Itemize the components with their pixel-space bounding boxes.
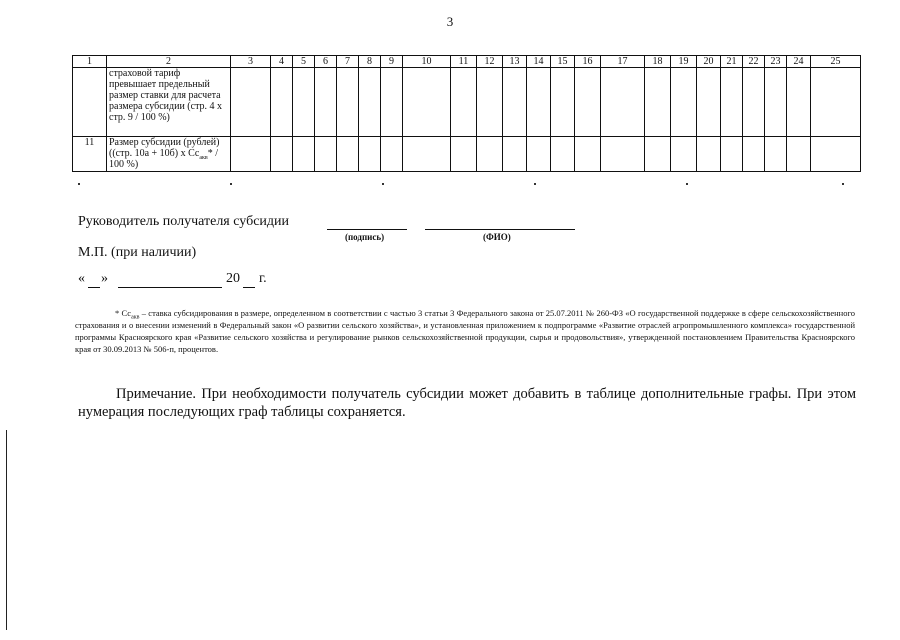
table-cell	[765, 68, 787, 137]
table-cell	[527, 137, 551, 172]
table-cell	[231, 137, 271, 172]
scan-margin-line	[6, 430, 7, 630]
continuation-dot	[230, 183, 232, 185]
table-continuation-marks	[72, 183, 862, 189]
column-number-10: 10	[403, 56, 451, 68]
column-number-5: 5	[293, 56, 315, 68]
table-cell	[811, 137, 861, 172]
date-open-quote: «	[78, 271, 85, 286]
signature-underline	[327, 229, 407, 230]
table-cell	[337, 68, 359, 137]
column-number-22: 22	[743, 56, 765, 68]
table-cell	[645, 68, 671, 137]
table-cell	[787, 137, 811, 172]
table-cell	[477, 68, 503, 137]
table-cell	[451, 68, 477, 137]
table-cell	[671, 137, 697, 172]
stamp-label: М.П. (при наличии)	[78, 245, 197, 260]
year-underline	[243, 287, 255, 288]
day-underline	[88, 287, 100, 288]
column-number-19: 19	[671, 56, 697, 68]
continuation-dot	[686, 183, 688, 185]
column-number-2: 2	[107, 56, 231, 68]
table-cell	[403, 137, 451, 172]
column-number-16: 16	[575, 56, 601, 68]
column-number-12: 12	[477, 56, 503, 68]
table-cell	[293, 68, 315, 137]
row-text: страховой тариф превышает предельный размер ставки для расчета размера субсидии (стр. 4 х стр. 9 / 100 %)	[107, 68, 231, 137]
table-row	[73, 137, 861, 172]
table-cell	[231, 68, 271, 137]
continuation-dot	[842, 183, 844, 185]
column-number-25: 25	[811, 56, 861, 68]
table-cell	[271, 137, 293, 172]
date-close-quote: »	[101, 271, 108, 286]
row-number: 11	[73, 137, 107, 172]
continuation-dot	[78, 183, 80, 185]
table-cell	[743, 68, 765, 137]
column-number-20: 20	[697, 56, 721, 68]
column-number-8: 8	[359, 56, 381, 68]
table-cell	[811, 68, 861, 137]
column-number-13: 13	[503, 56, 527, 68]
table-cell	[575, 137, 601, 172]
table-cell	[337, 137, 359, 172]
column-number-7: 7	[337, 56, 359, 68]
table-cell	[477, 137, 503, 172]
column-number-6: 6	[315, 56, 337, 68]
note-paragraph: Примечание. При необходимости получатель субсидии может добавить в таблице дополнительные графы. При этом нумерация последующих граф таблицы сохраняется.	[78, 386, 856, 420]
signature-caption: (подпись)	[345, 232, 385, 242]
row-text: Размер субсидии (рублей) ((стр. 10а + 10б) х $Сс_{акв}* / 100$ %)	[107, 137, 231, 172]
table-row	[73, 68, 861, 137]
table-cell	[721, 137, 743, 172]
column-number-14: 14	[527, 56, 551, 68]
table-cell	[721, 68, 743, 137]
column-number-3: 3	[231, 56, 271, 68]
table-cell	[293, 137, 315, 172]
name-caption: (ФИО)	[483, 232, 511, 242]
year-prefix: 20	[226, 271, 240, 286]
table-cell	[527, 68, 551, 137]
table-cell	[645, 137, 671, 172]
head-label: Руководитель получателя субсидии	[78, 214, 290, 229]
column-number-23: 23	[765, 56, 787, 68]
table-cell	[551, 137, 575, 172]
column-number-24: 24	[787, 56, 811, 68]
column-number-15: 15	[551, 56, 575, 68]
column-number-21: 21	[721, 56, 743, 68]
column-number-9: 9	[381, 56, 403, 68]
continuation-dot	[382, 183, 384, 185]
footnote: * $Сс_{акв}$ – ставка субсидирования в размере, определенном в соответствии с частью 3 статьи 3 Федерального закона от 25.07.2011 № 260-ФЗ «О государственной поддержке в сфере сельскохозяйственного страхования и о внесении изменений в Федеральный закон «О развитии сельского хозяйства», и установленная приложением к подпрограмме «Развитие отраслей агропромышленного комплекса» государственной программы Красноярского края «Развитие сельского хозяйства и регулирование рынков сельскохозяйственной продукции, сырья и продовольствия», утвержденной постановлением Правительства Красноярского края от 30.09.2013 № 506-п, процентов.	[75, 308, 855, 354]
column-number-18: 18	[645, 56, 671, 68]
year-suffix: г.	[259, 271, 267, 286]
table-cell	[697, 137, 721, 172]
continuation-dot	[534, 183, 536, 185]
table-cell	[381, 137, 403, 172]
table-cell	[359, 68, 381, 137]
table-cell	[503, 137, 527, 172]
column-number-4: 4	[271, 56, 293, 68]
table-cell	[403, 68, 451, 137]
page-number: 3	[446, 14, 454, 29]
column-number-11: 11	[451, 56, 477, 68]
table-cell	[743, 137, 765, 172]
row-number	[73, 68, 107, 137]
table-cell	[787, 68, 811, 137]
table-cell	[551, 68, 575, 137]
table-cell	[503, 68, 527, 137]
table-cell	[575, 68, 601, 137]
name-underline	[425, 229, 575, 230]
table-cell	[697, 68, 721, 137]
table-cell	[315, 68, 337, 137]
table-cell	[451, 137, 477, 172]
table-cell	[601, 68, 645, 137]
table-cell	[765, 137, 787, 172]
table-header-row	[73, 56, 861, 68]
table-cell	[381, 68, 403, 137]
subsidy-table	[72, 55, 861, 172]
table-cell	[359, 137, 381, 172]
table-cell	[315, 137, 337, 172]
table-cell	[671, 68, 697, 137]
column-number-1: 1	[73, 56, 107, 68]
column-number-17: 17	[601, 56, 645, 68]
month-underline	[118, 287, 222, 288]
table-cell	[271, 68, 293, 137]
table-cell	[601, 137, 645, 172]
